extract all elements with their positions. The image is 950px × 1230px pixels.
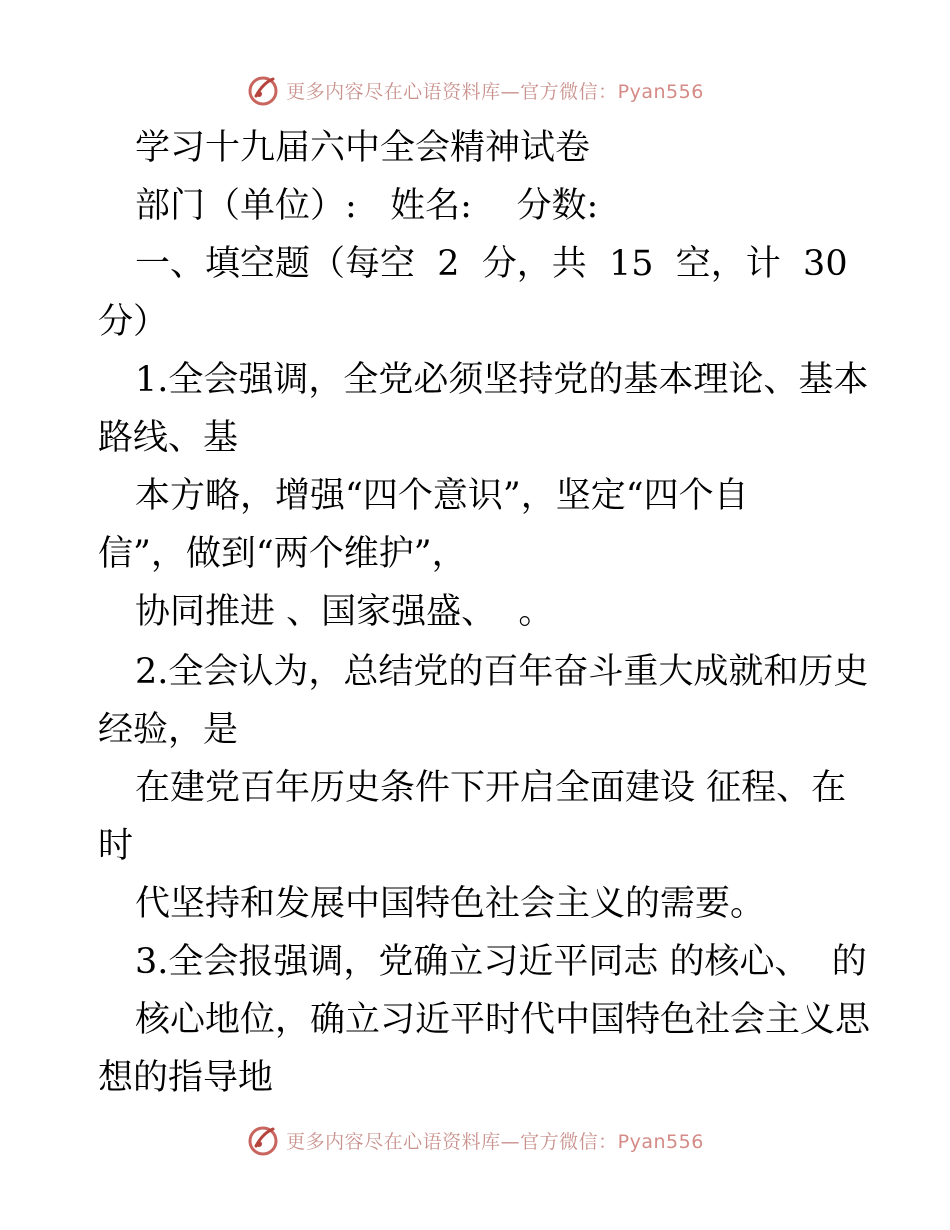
section-heading: 一、填空题（每空 2 分，共 15 空，计 30 [135, 244, 848, 284]
question-1-line: 本方略，增强“四个意识”，坚定“四个自 [135, 476, 749, 516]
ink-brush-logo-icon [246, 1123, 280, 1157]
question-2-line: 经验，是 [98, 710, 239, 750]
header-watermark-text: 更多内容尽在心语资料库—官方微信：Pyan556 [286, 80, 704, 103]
question-2-line: 时 [98, 826, 134, 866]
question-1-line: 协同推进 、国家强盛、 。 [135, 592, 554, 632]
question-1-line: 路线、基 [98, 418, 239, 458]
exam-info-line: 部门（单位）: 姓名: 分数: [135, 186, 599, 226]
footer-watermark-banner [0, 1120, 950, 1160]
question-3-line: 3.全会报强调，党确立习近平同志 的核心、 的 [135, 942, 867, 982]
question-3-line: 核心地位，确立习近平时代中国特色社会主义思 [135, 1000, 871, 1040]
footer-watermark-text: 更多内容尽在心语资料库—官方微信：Pyan556 [286, 1130, 704, 1153]
question-2-line: 代坚持和发展中国特色社会主义的需要。 [135, 884, 766, 924]
exam-title: 学习十九届六中全会精神试卷 [135, 128, 591, 168]
question-2-line: 在建党百年历史条件下开启全面建设 征程、在 [135, 768, 847, 808]
question-1-line: 信”，做到“两个维护”， [98, 534, 467, 574]
question-2-line: 2.全会认为，总结党的百年奋斗重大成就和历史 [135, 652, 869, 692]
question-1-line: 1.全会强调，全党必须坚持党的基本理论、基本 [135, 360, 869, 400]
question-3-line: 想的指导地 [98, 1058, 274, 1098]
section-heading-cont: 分） [98, 302, 169, 342]
